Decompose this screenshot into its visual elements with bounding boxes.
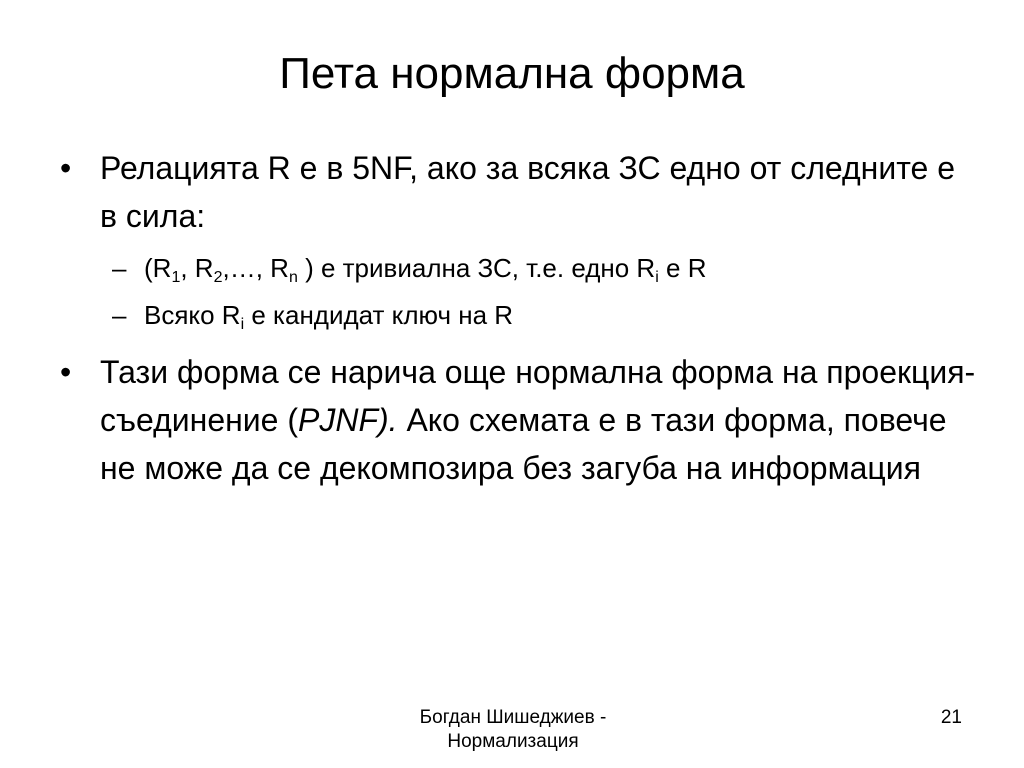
subscript: 1 bbox=[171, 269, 181, 286]
text-fragment: ,…, R bbox=[222, 253, 289, 283]
subscript: 2 bbox=[213, 269, 223, 286]
footer-author bbox=[363, 706, 663, 754]
subscript: n bbox=[288, 269, 298, 286]
text-fragment: , R bbox=[180, 253, 214, 283]
slide-title: Пета нормална форма bbox=[279, 49, 745, 98]
text-fragment: (R bbox=[144, 253, 172, 283]
text-fragment: е кандидат ключ на R bbox=[244, 300, 514, 330]
text-fragment: Ако схемата е в тази форма, повече не може да се декомпозира без загуба на информация bbox=[100, 402, 947, 486]
sub-bullet-text bbox=[144, 252, 706, 284]
bullet-marker: • bbox=[60, 354, 72, 390]
sub-bullet-marker: – bbox=[112, 300, 127, 330]
text-fragment: ) е тривиална ЗС, т.е. едно R bbox=[297, 253, 656, 283]
bullet-text: Релацията R е в 5NF, ако за всяка ЗС едно от следните е в сила: bbox=[100, 150, 955, 234]
sub-bullet-text bbox=[144, 299, 513, 331]
text-fragment: Всяко R bbox=[144, 300, 241, 330]
pjnf-abbreviation: PJNF). bbox=[298, 402, 398, 438]
subscript: i bbox=[655, 269, 659, 286]
footer-topic-line: Нормализация bbox=[447, 731, 579, 752]
bullet-text bbox=[100, 348, 980, 492]
subscript: i bbox=[240, 316, 245, 333]
sub-bullet-marker: – bbox=[112, 253, 127, 283]
page-number: 21 bbox=[940, 707, 962, 728]
footer-author-line: Богдан Шишеджиев - bbox=[419, 707, 607, 728]
text-fragment: е R bbox=[658, 253, 707, 283]
text-fragment: Тази форма се нарича още нормална форма на проекция-съединение ( bbox=[100, 354, 976, 438]
bullet-marker: • bbox=[60, 150, 72, 186]
